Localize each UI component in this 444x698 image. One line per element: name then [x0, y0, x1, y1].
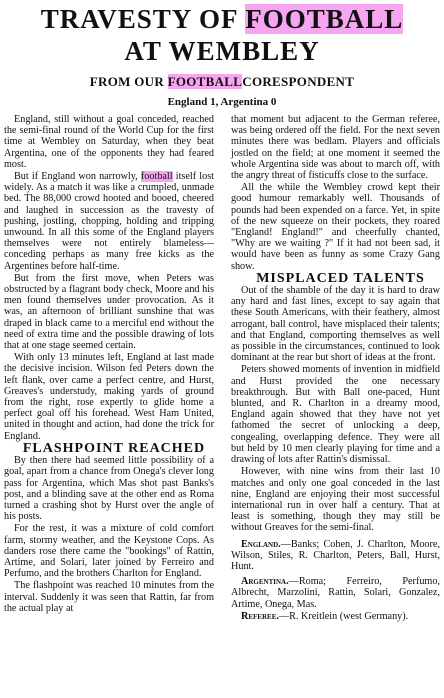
- paragraph: that moment but adjacent to the German referee, was being ordered off the field. For the next seven minutes there was bedlam. Players and officials jostled on the field; at one moment it seemed the whole Argentina side was about to march off, with the angry threat of fisticuffs close to the surface.: [231, 114, 440, 182]
- byline-highlight: FOOTBALL: [167, 74, 243, 89]
- team-list: —Roma; Ferreiro, Perfumo, Albrecht, Marzolini, Rattin, Solari, Gonzalez, Artime, Onega, Mas.: [231, 576, 440, 610]
- byline-suffix: CORESPONDENT: [242, 74, 355, 89]
- paragraph: [4, 171, 214, 272]
- highlighted-word: football: [140, 171, 173, 183]
- paragraph: Peters showed moments of invention in midfield and Hurst provided the one necessary breakthrough. But with Ball one-paced, Hunt blunted, and R. Charlton in a dreamy mood, England again showed that they have not yet fathomed the secret of unlocking a deep, congealing, overlapping defence. They were all but held by 10 men clearly playing for time and a drawing of lots after Rattin's dismissal.: [231, 364, 440, 466]
- team-label: England.: [241, 538, 281, 550]
- paragraph: Out of the shamble of the day it is hard to draw any hard and fast lines, except to say again that these South Americans, with their feathery, almost arrogant, ball control, have misplaced their talents; and that England, comporting themselves as well as possible in the circumstances, continued to look dominant at the rear but short of ideas at the front.: [231, 285, 440, 364]
- england-lineup: [231, 539, 440, 573]
- paragraph: However, with nine wins from their last 10 matches and only one goal conceded in the last nine, England are enjoying their most successful international run in over half a century. That at least is something, though they may still be without Greaves for the semi-final.: [231, 466, 440, 534]
- referee-line: [231, 611, 440, 622]
- match-score: England 1, Argentina 0: [167, 96, 277, 108]
- referee-name: —R. Kreitlein (west Germany).: [278, 610, 409, 622]
- byline: [0, 74, 444, 90]
- team-label: Argentina.: [241, 576, 289, 588]
- subheading: FLASHPOINT REACHED: [22, 440, 206, 456]
- byline-prefix: FROM OUR: [89, 74, 165, 89]
- paragraph: By then there had seemed little possibility of a goal, apart from a chance from Onega's clever long pass for Argentina, which Mas shot past Banks's post, and a blinding save at the other end as Roma turned a crashing shot by Hurst over the angle of his posts.: [4, 455, 214, 523]
- argentina-lineup: [231, 576, 440, 610]
- headline-highlight: FOOTBALL: [245, 4, 404, 34]
- left-column: [4, 114, 214, 615]
- paragraph: But from the first move, when Peters was obstructed by a flagrant body check, Moore and his men found themselves under provocation. As it was, an afternoon of brilliant sunshine that was draped in black came to a merciful end without the need of extra time and the possible drawing of lots that at one stage seemed certain.: [4, 272, 214, 352]
- subheading: MISPLACED TALENTS: [256, 270, 425, 286]
- paragraph-text: But if England won narrowly,: [14, 171, 138, 183]
- headline-line-1: [0, 4, 444, 34]
- paragraph: All the while the Wembley crowd kept their good humour remarkably well. Thousands of pounds had been expended on a farce. Yet, in spite of the new squeeze on their pockets, they roared "England! England!" and cheerfully chanted, "Why are we waiting ?" If it had not been sad, it would have been as funny as some Crazy Gang show.: [231, 182, 440, 272]
- paragraph-text: itself lost widely. As a match it was like a crumpled, unmade bed. The 88,000 crowd hooted and booed, cheered and laughed in succession as the travesty of pushing, jostling, chopping, holding and tripping unwound. In all this some of the England players themselves were not entirely blameless—conceding perhaps as many free kicks as the Argentines before half-time.: [4, 171, 215, 272]
- team-list: —Banks; Cohen, J. Charlton, Moore, Wilson, Stiles, R. Charlton, Peters, Ball, Hurst, Hunt.: [231, 538, 440, 572]
- right-column: [231, 114, 440, 623]
- paragraph: With only 13 minutes left, England at last made the decisive incision. Wilson fed Peters down the left flank, over came a perfect centre, and Hurst, Greaves's understudy, making yards of ground from the right, rose expertly to glide home a perfect goal off his forehead. West Ham United, united in thought and action, had done the trick for England.: [4, 352, 214, 442]
- referee-label: Referee.: [241, 610, 279, 622]
- headline-line-2: AT WEMBLEY: [124, 36, 320, 66]
- paragraph: The flashpoint was reached 10 minutes from the interval. Suddenly it was seen that Rattin, far from the actual play at: [4, 580, 214, 614]
- paragraph: For the rest, it was a mixture of cold comfort farm, stormy weather, and the Keystone Cops. As danders rose there came the "bookings" of Rattin, Artime, and Solari, later joined by Ferreiro and Perfumo, and the brothers Charlton for England.: [4, 523, 214, 580]
- headline-prefix: TRAVESTY OF: [40, 4, 238, 34]
- paragraph: England, still without a goal conceded, reached the semi-final round of the World Cup for the first time at Wembley on Saturday, when they beat Argentina, one of the opponents they had feared most.: [4, 114, 214, 170]
